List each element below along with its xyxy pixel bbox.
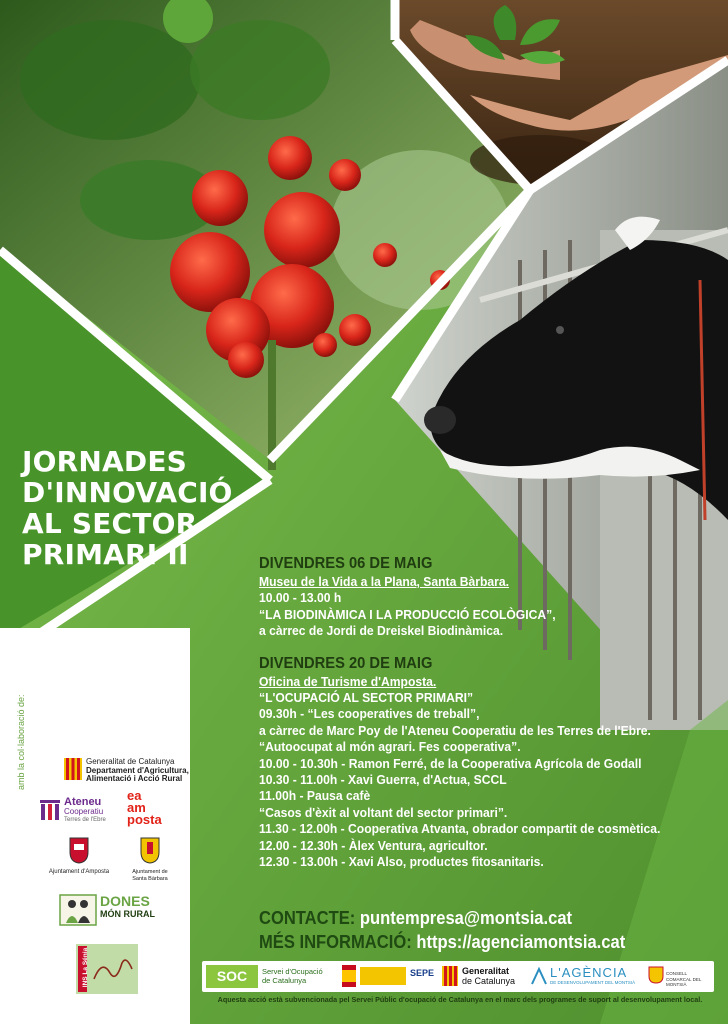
event2-item: 10.00 - 10.30h - Ramon Ferré, de la Cooperativa Agrícola de Godall: [259, 755, 642, 771]
ins-signature-icon: [92, 949, 136, 989]
event2-item: a càrrec de Marc Poy de l'Ateneu Cooperatiu de les Terres de l'Ebre.: [259, 722, 651, 738]
gencat-footer-line-2: de Catalunya: [462, 976, 516, 986]
event1-date: DIVENDRES 06 DE MAIG: [259, 555, 433, 572]
eaam-line-1: ea: [127, 788, 142, 803]
info-label: MÉS INFORMACIÓ:: [259, 932, 412, 952]
santa-barbara-crest-icon: [139, 836, 161, 864]
amposta-label: Ajuntament d'Amposta: [48, 869, 110, 875]
event1-place: Museu de la Vida a la Plana, Santa Bàrbara.: [259, 574, 509, 589]
event2-item: 09.30h - “Les cooperatives de treball”,: [259, 706, 480, 722]
gencat-line-2: Departament d'Agricultura,: [86, 765, 189, 775]
event2-item: “Autoocupat al món agrari. Fes cooperativa”.: [259, 739, 521, 755]
gencat-footer-icon: [442, 966, 458, 986]
dones-mon-rural-logo: [58, 893, 158, 927]
soc-logo: SOC: [206, 965, 258, 988]
title-line-3: AL SECTOR: [22, 507, 198, 540]
event2-item: 11.30 - 12.00h - Cooperativa Atvanta, obrador compartit de cosmètica.: [259, 821, 661, 837]
eaam-line-3: posta: [127, 812, 162, 827]
dones-subtitle: MÓN RURAL: [100, 909, 155, 919]
event2-item: “L'OCUPACIÓ AL SECTOR PRIMARI”: [259, 690, 474, 706]
soc-desc-line-2: de Catalunya: [262, 976, 307, 985]
spain-flag-icon: [342, 965, 356, 987]
ins-la-senia-logo: [76, 944, 138, 994]
eaam-line-2: am: [127, 800, 146, 815]
event1-speaker: a càrrec de Jordi de Dreiskel Biodinàmica.: [259, 623, 504, 639]
agencia-a-icon: [530, 967, 548, 985]
event2-place: Oficina de Turisme d'Amposta.: [259, 673, 437, 689]
gencat-footer: [462, 966, 515, 986]
event2-item: 10.30 - 11.00h - Xavi Guerra, d'Actua, SCCL: [259, 772, 507, 788]
collaboration-label: amb la col·laboració de:: [16, 694, 26, 790]
agenda: [259, 554, 682, 871]
event2-date: DIVENDRES 20 DE MAIG: [259, 654, 433, 672]
title-line-2: D'INNOVACIÓ: [22, 476, 233, 509]
gencat-shield-icon: [64, 758, 82, 780]
agencia-name: L'AGÈNCIA: [550, 965, 628, 980]
santa-barbara-label-1: Ajuntament de: [132, 869, 168, 875]
consell-label: CONSELL COMARCAL DEL MONTSIÀ: [666, 971, 702, 987]
title-line-1: JORNADES: [22, 445, 188, 478]
montsia-crest-icon: [648, 966, 664, 984]
title-line-4: PRIMARI II: [22, 538, 189, 571]
subsidy-note: Aquesta acció està subvencionada pel Servei Públic d'ocupació de Catalunya en el marc dels programes de suport al desenvolupament local.: [217, 995, 703, 1004]
event2-item: 11.00h - Pausa cafè: [259, 788, 371, 804]
ins-label: INS La Sénia: [82, 947, 90, 988]
contact-email-link[interactable]: puntempresa@montsia.cat: [359, 908, 573, 928]
contact-label: CONTACTE:: [259, 908, 356, 928]
ateneu-name: Ateneu: [64, 796, 102, 808]
ateneu-sub: Cooperatiu: [64, 807, 104, 816]
event2-item: 12.30 - 13.00h - Xavi Also, productes fitosanitaris.: [259, 854, 544, 870]
santa-barbara-council-logo: [128, 836, 172, 882]
event1-time: 10.00 - 13.00 h: [259, 590, 342, 606]
gencat-line-1: Generalitat de Catalunya: [86, 757, 175, 766]
ea-amposta-logo: [127, 790, 173, 830]
ateneu-cooperatiu-logo: [38, 796, 108, 824]
amposta-council-logo: [44, 836, 114, 875]
ministry-logo: [360, 967, 406, 985]
dones-figures-icon: [58, 893, 98, 927]
ateneu-sub2: Terres de l'Ebre: [64, 817, 106, 823]
gencat-line-3: Alimentació i Acció Rural: [86, 774, 183, 783]
amposta-crest-icon: [68, 836, 90, 864]
agencia-sub: DE DESENVOLUPAMENT DEL MONTSIÀ: [550, 980, 636, 985]
event2-item: 12.00 - 12.30h - Àlex Ventura, agricultor.: [259, 837, 488, 853]
agencia-logo: [550, 965, 635, 985]
ateneu-columns-icon: [38, 798, 62, 822]
info-website-link[interactable]: https://agenciamontsia.cat: [416, 932, 626, 952]
soc-desc-line-1: Servei d'Ocupació: [262, 967, 323, 976]
gencat-footer-line-1: Generalitat: [462, 966, 510, 976]
event1-talk: “LA BIODINÀMICA I LA PRODUCCIÓ ECOLÒGICA”,: [259, 606, 556, 622]
dones-title: DONES: [100, 893, 150, 909]
event-title: [22, 446, 233, 570]
event2-item: “Casos d'èxit al voltant del sector primari”.: [259, 804, 508, 820]
soc-description: [262, 967, 323, 985]
sepe-logo: SEPE: [410, 968, 435, 978]
sponsors-strip: [202, 961, 714, 992]
santa-barbara-label-2: Santa Bàrbara: [132, 875, 168, 882]
contact-block: [259, 906, 625, 954]
